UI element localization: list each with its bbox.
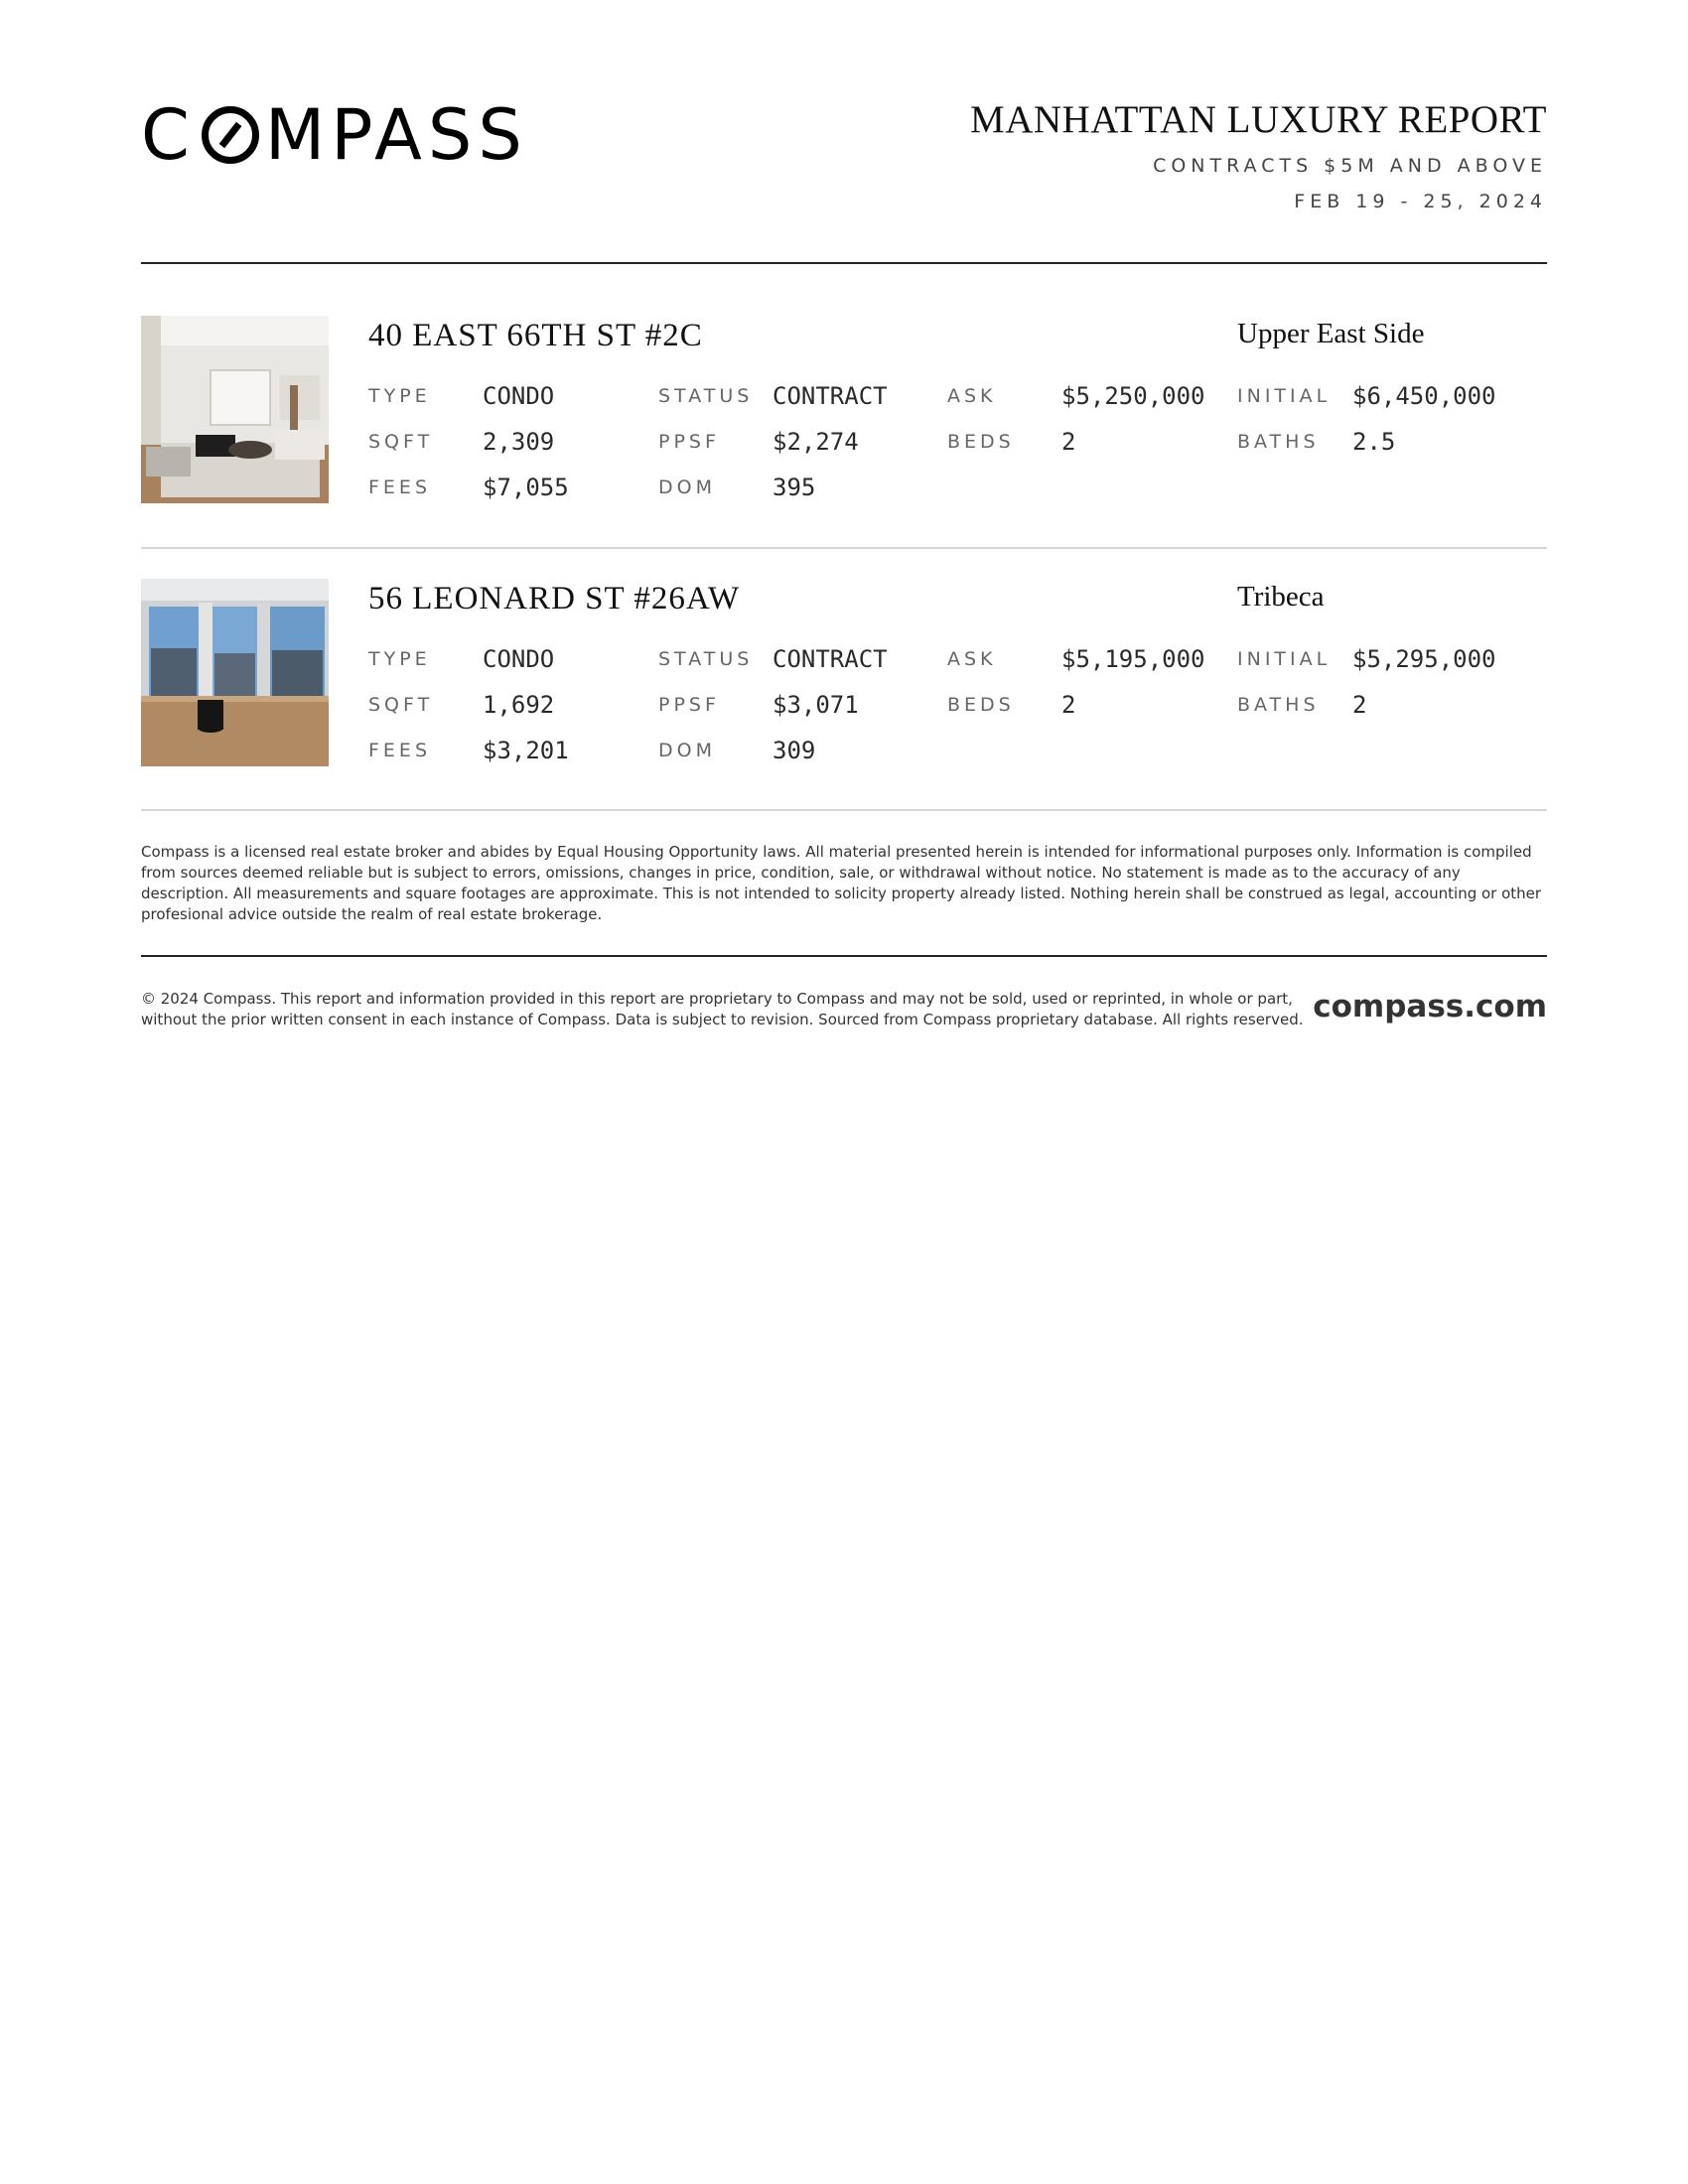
ask-value: $5,250,000 <box>1061 382 1205 410</box>
dom-label: DOM <box>658 477 716 498</box>
dom-label: DOM <box>658 740 716 761</box>
dom-value: 309 <box>773 737 816 764</box>
listing-divider <box>141 547 1547 549</box>
initial-label: INITIAL <box>1237 648 1332 670</box>
sqft-label: SQFT <box>368 694 434 716</box>
status-value: CONTRACT <box>773 645 888 673</box>
compass-logo: C MPASS <box>141 94 528 176</box>
listing-card <box>141 316 1547 504</box>
listing-address: 40 EAST 66TH ST #2C <box>368 318 703 353</box>
ppsf-label: PPSF <box>658 694 720 716</box>
ppsf-label: PPSF <box>658 431 720 453</box>
listing-divider <box>141 809 1547 811</box>
fees-label: FEES <box>368 740 431 761</box>
report-subtitle: CONTRACTS $5M AND ABOVE <box>1153 155 1547 177</box>
baths-label: BATHS <box>1237 694 1320 716</box>
ask-value: $5,195,000 <box>1061 645 1205 673</box>
initial-value: $5,295,000 <box>1352 645 1496 673</box>
type-label: TYPE <box>368 385 431 407</box>
dom-value: 395 <box>773 474 816 501</box>
ppsf-value: $2,274 <box>773 428 859 456</box>
fees-value: $7,055 <box>483 474 569 501</box>
sqft-value: 2,309 <box>483 428 555 456</box>
beds-value: 2 <box>1061 428 1076 456</box>
beds-label: BEDS <box>947 431 1015 453</box>
beds-label: BEDS <box>947 694 1015 716</box>
listing-card <box>141 579 1547 767</box>
status-label: STATUS <box>658 648 754 670</box>
status-label: STATUS <box>658 385 754 407</box>
listing-neighborhood: Upper East Side <box>1237 318 1425 349</box>
baths-label: BATHS <box>1237 431 1320 453</box>
fees-value: $3,201 <box>483 737 569 764</box>
type-value: CONDO <box>483 645 555 673</box>
type-label: TYPE <box>368 648 431 670</box>
listing-neighborhood: Tribeca <box>1237 581 1325 613</box>
ppsf-value: $3,071 <box>773 691 859 719</box>
disclaimer-text: Compass is a licensed real estate broker and abides by Equal Housing Opportunity laws. All material presented herein is intended for informational purposes only. Information is compiled from sources deemed reliable but is subject to errors, omissions, changes in price, condition, sale, or withdrawal without notice. No statement is made as to the accuracy of any description. All measurements and square footages are approximate. This is not intended to solicity property already listed. Nothing herein shall be construed as legal, accounting or other profesional advice outside the realm of real estate brokerage. <box>141 843 1542 923</box>
header-divider <box>141 262 1547 264</box>
report-date-range: FEB 19 - 25, 2024 <box>1294 191 1547 212</box>
copyright-text: © 2024 Compass. This report and information provided in this report are proprietary to Compass and may not be sold, used or reprinted, in whole or part, without the prior written consent in each instance of Compass. Data is subject to revision. Sourced from Compass proprietary database. All rights reserved. <box>141 990 1304 1028</box>
sqft-value: 1,692 <box>483 691 555 719</box>
website-link[interactable]: compass.com <box>1313 989 1547 1024</box>
report-title: MANHATTAN LUXURY REPORT <box>970 98 1547 141</box>
beds-value: 2 <box>1061 691 1076 719</box>
baths-value: 2 <box>1352 691 1367 719</box>
baths-value: 2.5 <box>1352 428 1396 456</box>
listing-address: 56 LEONARD ST #26AW <box>368 581 741 616</box>
ask-label: ASK <box>947 385 997 407</box>
status-value: CONTRACT <box>773 382 888 410</box>
listing-photo <box>141 316 329 503</box>
ask-label: ASK <box>947 648 997 670</box>
listing-photo <box>141 579 329 766</box>
footer-divider <box>141 955 1547 957</box>
initial-label: INITIAL <box>1237 385 1332 407</box>
initial-value: $6,450,000 <box>1352 382 1496 410</box>
fees-label: FEES <box>368 477 431 498</box>
type-value: CONDO <box>483 382 555 410</box>
sqft-label: SQFT <box>368 431 434 453</box>
